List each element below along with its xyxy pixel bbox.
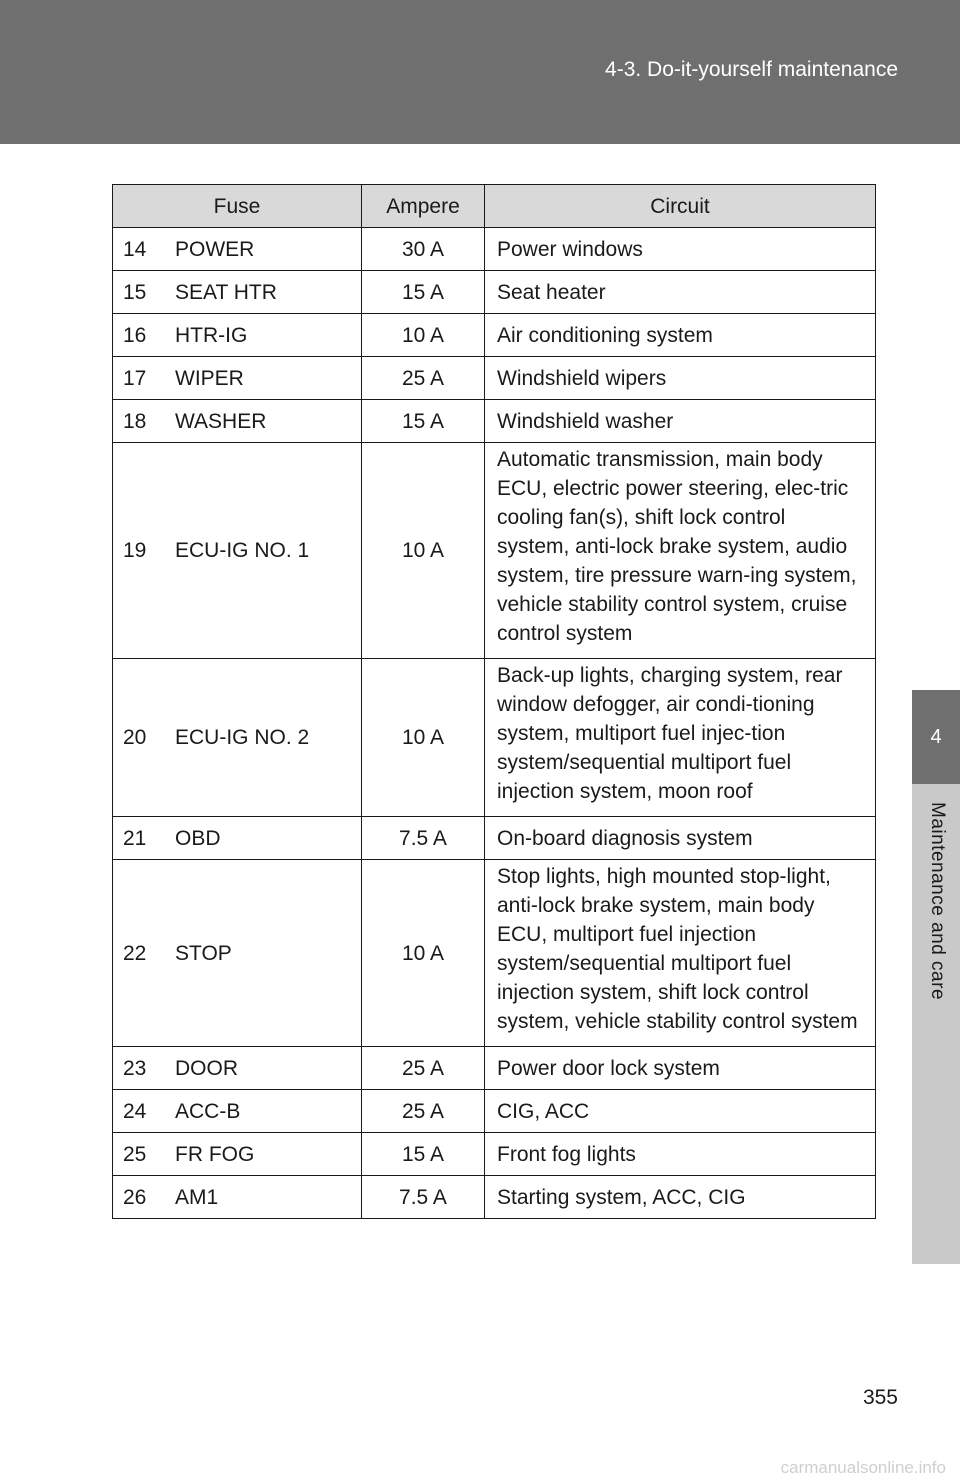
fuse-name-cell: ACC-B xyxy=(159,1090,362,1133)
fuse-number-cell: 23 xyxy=(113,1047,160,1090)
circuit-cell: Stop lights, high mounted stop-light, anti-lock brake system, main body ECU, multiport fuel injection system/sequential multiport fuel injection system, shift lock control system, vehicle stability control system xyxy=(485,860,876,1047)
fuse-number-cell: 22 xyxy=(113,860,160,1047)
column-header-fuse: Fuse xyxy=(113,185,362,228)
fuse-name-cell: SEAT HTR xyxy=(159,271,362,314)
ampere-cell: 25 A xyxy=(362,1090,485,1133)
circuit-cell: Air conditioning system xyxy=(485,314,876,357)
chapter-number: 4 xyxy=(930,725,942,748)
table-row xyxy=(113,443,876,659)
chapter-label: Maintenance and care xyxy=(927,802,948,1001)
section-title: 4-3. Do-it-yourself maintenance xyxy=(605,58,898,81)
fuse-number-cell: 19 xyxy=(113,443,160,659)
fuse-name-cell: HTR-IG xyxy=(159,314,362,357)
fuse-name-cell: STOP xyxy=(159,860,362,1047)
circuit-cell: Seat heater xyxy=(485,271,876,314)
table-row xyxy=(113,817,876,860)
fuse-name-cell: AM1 xyxy=(159,1176,362,1219)
circuit-cell: Windshield washer xyxy=(485,400,876,443)
fuse-name-cell: ECU-IG NO. 1 xyxy=(159,443,362,659)
ampere-cell: 25 A xyxy=(362,357,485,400)
table-row xyxy=(113,1090,876,1133)
ampere-cell: 30 A xyxy=(362,228,485,271)
table-row xyxy=(113,400,876,443)
circuit-cell: Power windows xyxy=(485,228,876,271)
table-body xyxy=(113,228,876,1219)
table-row xyxy=(113,1176,876,1219)
chapter-label-strip xyxy=(912,784,960,1264)
table-row xyxy=(113,860,876,1047)
table-row xyxy=(113,1133,876,1176)
circuit-cell: Back-up lights, charging system, rear window defogger, air condi-tioning system, multiport fuel injec-tion system/sequential multiport fuel injection system, moon roof xyxy=(485,659,876,817)
fuse-table xyxy=(112,184,876,1219)
ampere-cell: 15 A xyxy=(362,271,485,314)
circuit-cell: Power door lock system xyxy=(485,1047,876,1090)
page-number: 355 xyxy=(862,1386,898,1409)
table-row xyxy=(113,228,876,271)
ampere-cell: 15 A xyxy=(362,400,485,443)
fuse-name-cell: ECU-IG NO. 2 xyxy=(159,659,362,817)
header-bar xyxy=(0,0,960,144)
fuse-name-cell: FR FOG xyxy=(159,1133,362,1176)
fuse-number-cell: 26 xyxy=(113,1176,160,1219)
fuse-name-cell: DOOR xyxy=(159,1047,362,1090)
ampere-cell: 7.5 A xyxy=(362,1176,485,1219)
table-row xyxy=(113,659,876,817)
column-header-circuit: Circuit xyxy=(485,185,876,228)
fuse-number-cell: 21 xyxy=(113,817,160,860)
fuse-number-cell: 18 xyxy=(113,400,160,443)
circuit-cell: Front fog lights xyxy=(485,1133,876,1176)
ampere-cell: 7.5 A xyxy=(362,817,485,860)
fuse-number-cell: 14 xyxy=(113,228,160,271)
fuse-number-cell: 17 xyxy=(113,357,160,400)
table-row xyxy=(113,357,876,400)
fuse-name-cell: POWER xyxy=(159,228,362,271)
ampere-cell: 10 A xyxy=(362,314,485,357)
fuse-number-cell: 20 xyxy=(113,659,160,817)
table-row xyxy=(113,314,876,357)
fuse-number-cell: 24 xyxy=(113,1090,160,1133)
circuit-cell: Starting system, ACC, CIG xyxy=(485,1176,876,1219)
table-row xyxy=(113,1047,876,1090)
fuse-number-cell: 16 xyxy=(113,314,160,357)
ampere-cell: 15 A xyxy=(362,1133,485,1176)
fuse-number-cell: 25 xyxy=(113,1133,160,1176)
column-header-ampere: Ampere xyxy=(362,185,485,228)
fuse-name-cell: OBD xyxy=(159,817,362,860)
fuse-name-cell: WASHER xyxy=(159,400,362,443)
ampere-cell: 25 A xyxy=(362,1047,485,1090)
fuse-number-cell: 15 xyxy=(113,271,160,314)
ampere-cell: 10 A xyxy=(362,659,485,817)
watermark: carmanualsonline.info xyxy=(780,1458,946,1477)
circuit-cell: CIG, ACC xyxy=(485,1090,876,1133)
circuit-cell: Windshield wipers xyxy=(485,357,876,400)
circuit-cell: Automatic transmission, main body ECU, electric power steering, elec-tric cooling fan(s), shift lock control system, anti-lock brake system, audio system, tire pressure warn-ing system, vehicle stability control system, cruise control system xyxy=(485,443,876,659)
chapter-tab xyxy=(912,690,960,784)
table-row xyxy=(113,271,876,314)
ampere-cell: 10 A xyxy=(362,443,485,659)
fuse-name-cell: WIPER xyxy=(159,357,362,400)
circuit-cell: On-board diagnosis system xyxy=(485,817,876,860)
table-header-row xyxy=(113,185,876,228)
ampere-cell: 10 A xyxy=(362,860,485,1047)
